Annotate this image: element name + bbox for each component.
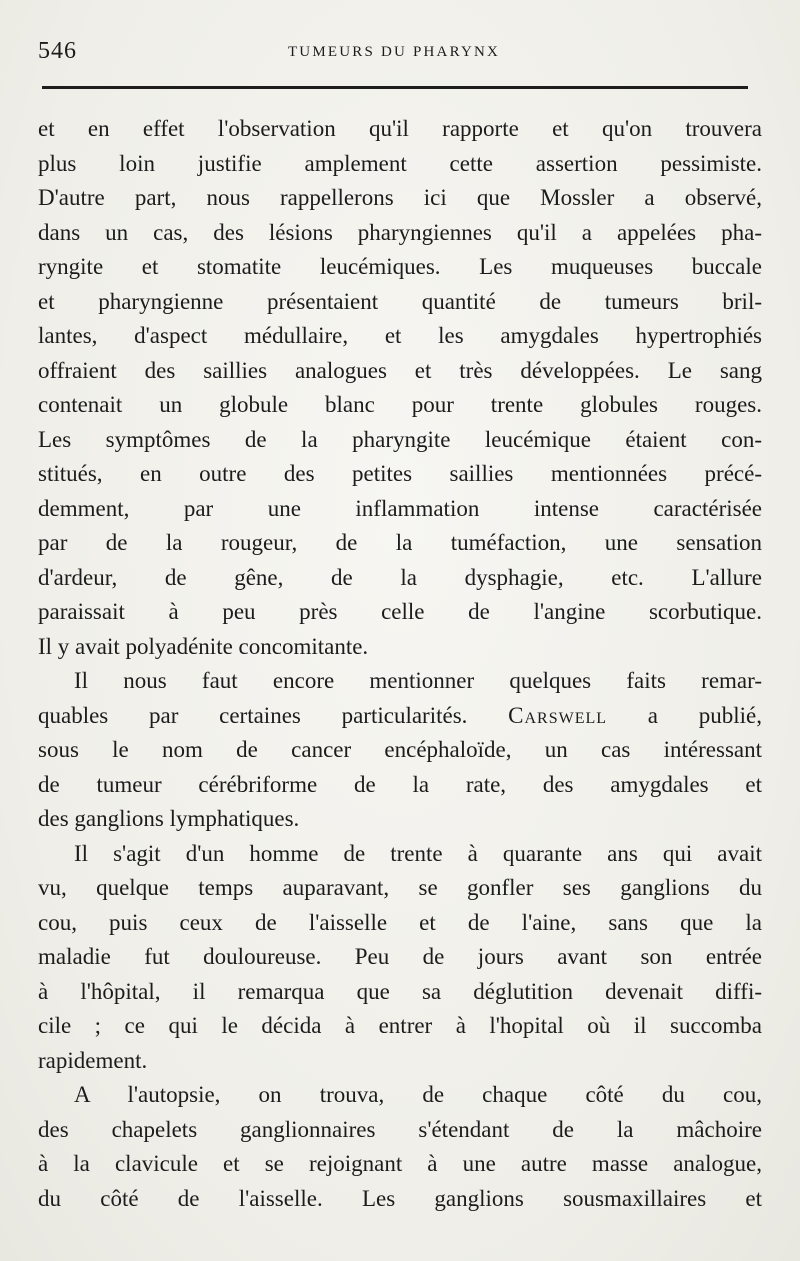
text-line: à l'hôpital, il remarqua que sa déglutition devenait diffi- [38,978,762,1004]
page-number: 546 [38,38,77,64]
text-line: plus loin justifie amplement cette assertion pessimiste. [38,150,762,176]
text-line: paraissait à peu près celle de l'angine scorbutique. [38,599,762,624]
text-line: Les symptômes de la pharyngite leucémique étaient con- [38,426,762,452]
text-line: sous le nom de cancer encéphaloïde, un cas intéressant [38,737,762,762]
text-line: lantes, d'aspect médullaire, et les amygdales hypertrophiés [38,323,762,348]
text-line: A l'autopsie, on trouva, de chaque côté du cou, [74,1082,762,1107]
text-line: et en effet l'observation qu'il rapporte et qu'on trouvera [38,116,762,141]
text-line: rapidement. [38,1047,148,1073]
text-line: Il s'agit d'un homme de trente à quarante ans qui avait [74,840,762,866]
text-line: quables par certaines particularités. Carswell a publié, [38,702,762,728]
page-header [38,38,750,68]
header-rule [42,86,748,89]
text-line: des chapelets ganglionnaires s'étendant de la mâchoire [38,1116,762,1142]
text-line: d'ardeur, de gêne, de la dysphagie, etc. L'allure [38,564,762,590]
text-line: offraient des saillies analogues et très développées. Le sang [38,357,762,383]
text-line: cou, puis ceux de l'aisselle et de l'aine, sans que la [38,909,762,935]
text-line: Il nous faut encore mentionner quelques faits remar- [74,668,762,693]
text-line: vu, quelque temps auparavant, se gonfler ses ganglions du [38,875,762,900]
text-line: demment, par une inflammation intense caractérisée [38,495,762,521]
author-name: Carswell [508,702,608,728]
text-line: stitués, en outre des petites saillies mentionnées précé- [38,461,762,486]
text-line: cile ; ce qui le décida à entrer à l'hopital où il succomba [38,1013,762,1038]
text-line: par de la rougeur, de la tuméfaction, une sensation [38,530,762,555]
text-line: maladie fut douloureuse. Peu de jours avant son entrée [38,944,762,969]
text-line: contenait un globule blanc pour trente globules rouges. [38,392,762,417]
running-title: TUMEURS DU PHARYNX [287,44,501,60]
text-line: D'autre part, nous rappellerons ici que Mossler a observé, [38,185,762,210]
text-line: Il y avait polyadénite concomitante. [38,633,369,659]
text-line: de tumeur cérébriforme de la rate, des amygdales et [38,771,762,797]
text-line: du côté de l'aisselle. Les ganglions sousmaxillaires et [38,1185,762,1211]
body-text [38,112,762,1216]
text-line: à la clavicule et se rejoignant à une autre masse analogue, [38,1151,762,1176]
text-line: dans un cas, des lésions pharyngiennes qu'il a appelées pha- [38,219,762,245]
text-line: des ganglions lymphatiques. [38,806,300,831]
text-line: ryngite et stomatite leucémiques. Les muqueuses buccale [38,254,762,279]
text-line: et pharyngienne présentaient quantité de tumeurs bril- [38,288,762,314]
